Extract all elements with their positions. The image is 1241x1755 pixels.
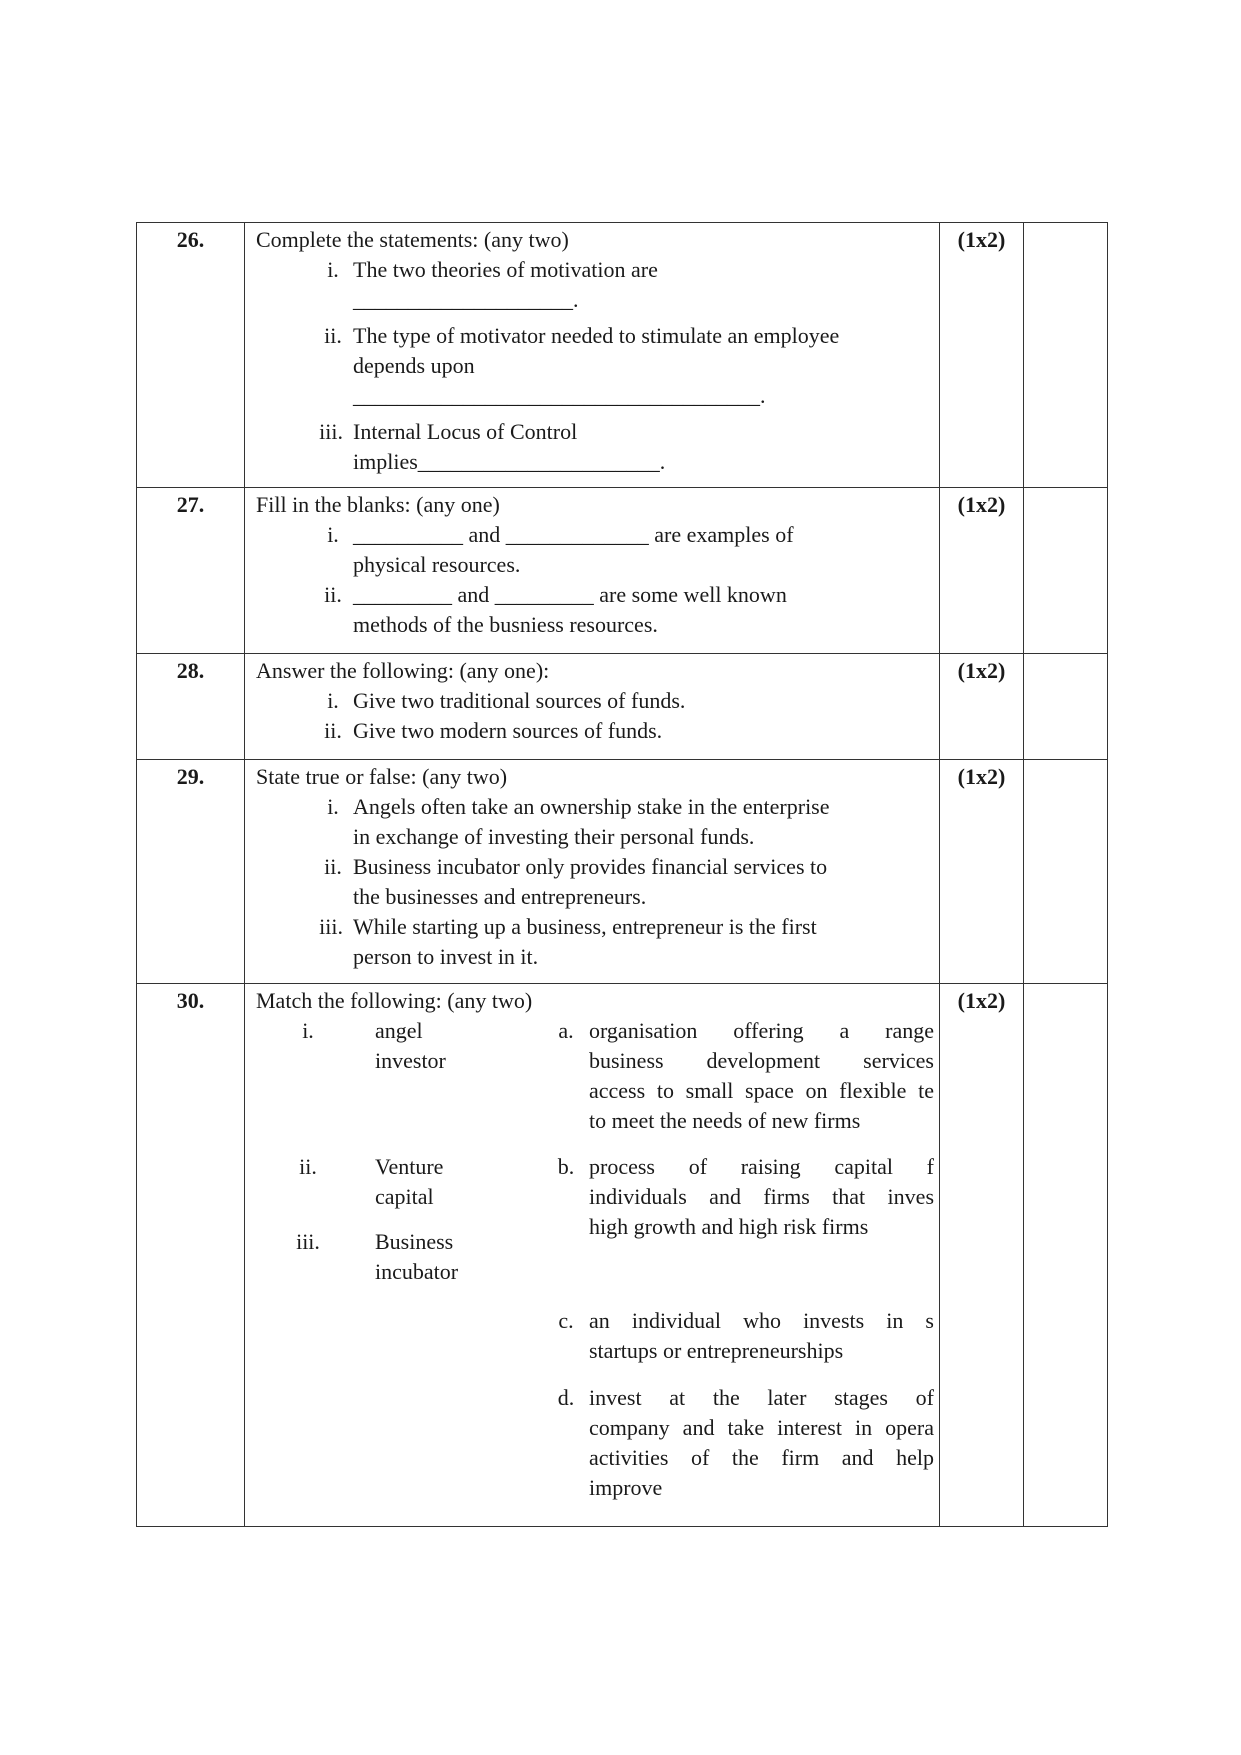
- item-text: implies______________________.: [353, 449, 666, 474]
- item-text: the businesses and entrepreneurs.: [353, 884, 647, 909]
- item-text: The two theories of motivation are: [353, 257, 658, 282]
- item-letter: b.: [557, 1154, 575, 1179]
- match-term: [375, 1016, 495, 1076]
- item-numeral: iii.: [319, 914, 343, 939]
- item-numeral: ii.: [324, 718, 342, 743]
- question-row-26: [137, 223, 1108, 488]
- match-description-line: startups or entrepreneurships: [589, 1338, 844, 1363]
- match-description: [589, 1383, 934, 1503]
- blank-column: [1024, 760, 1108, 984]
- match-term-line: angel: [375, 1018, 423, 1043]
- item-text: __________ and _____________ are examples of: [353, 522, 794, 547]
- match-term-line: incubator: [375, 1259, 459, 1284]
- item-numeral: i.: [327, 688, 339, 713]
- match-description-line: invest at the later stages of: [589, 1385, 934, 1410]
- match-description-line: company and take interest in opera: [589, 1415, 934, 1440]
- match-term: [375, 1152, 495, 1212]
- question-title: Fill in the blanks: (any one): [256, 492, 500, 517]
- item-text: Angels often take an ownership stake in the enterprise: [353, 794, 830, 819]
- match-description-line: an individual who invests in s: [589, 1308, 934, 1333]
- match-description: [589, 1306, 934, 1366]
- question-number: 30.: [137, 984, 245, 1527]
- question-title: Answer the following: (any one):: [256, 658, 550, 683]
- item-numeral: ii.: [324, 854, 342, 879]
- marks-label: (1x2): [940, 223, 1024, 488]
- list-item: [256, 792, 933, 852]
- match-description-line: activities of the firm and help: [589, 1445, 934, 1470]
- match-description-line: access to small space on flexible te: [589, 1078, 934, 1103]
- question-row-27: [137, 488, 1108, 654]
- match-term-line: Venture: [375, 1154, 444, 1179]
- list-item: [256, 321, 933, 411]
- item-numeral: ii.: [299, 1154, 317, 1179]
- item-text: physical resources.: [353, 552, 521, 577]
- item-text: Business incubator only provides financial services to: [353, 854, 828, 879]
- list-item: [256, 852, 933, 912]
- list-item: [256, 255, 933, 315]
- question-number: 28.: [137, 654, 245, 760]
- list-item: [256, 520, 933, 580]
- item-text: ____________________.: [353, 287, 579, 312]
- blank-column: [1024, 488, 1108, 654]
- blank-column: [1024, 654, 1108, 760]
- item-numeral: i.: [302, 1018, 314, 1043]
- item-text: methods of the busniess resources.: [353, 612, 658, 637]
- item-numeral: i.: [327, 522, 339, 547]
- question-row-29: [137, 760, 1108, 984]
- item-text: Give two traditional sources of funds.: [353, 688, 686, 713]
- match-term: [375, 1227, 495, 1287]
- match-term-line: Business: [375, 1229, 454, 1254]
- item-text: The type of motivator needed to stimulate an employee: [353, 323, 840, 348]
- match-term-line: capital: [375, 1184, 434, 1209]
- item-numeral: i.: [327, 257, 339, 282]
- question-title: Complete the statements: (any two): [256, 227, 569, 252]
- item-text: Internal Locus of Control: [353, 419, 578, 444]
- question-row-30: [137, 984, 1108, 1527]
- blank-column: [1024, 984, 1108, 1527]
- match-description-line: improve: [589, 1475, 663, 1500]
- list-item: [256, 912, 933, 972]
- item-numeral: ii.: [324, 582, 342, 607]
- match-description: [589, 1016, 934, 1136]
- item-numeral: ii.: [324, 323, 342, 348]
- item-text: While starting up a business, entrepreneur is the first: [353, 914, 817, 939]
- marks-label: (1x2): [940, 654, 1024, 760]
- match-grid: [256, 1016, 939, 1516]
- question-body: [245, 654, 940, 760]
- item-numeral: iii.: [319, 419, 343, 444]
- match-description-line: high growth and high risk firms: [589, 1214, 869, 1239]
- question-body: [245, 223, 940, 488]
- question-table: [136, 222, 1108, 1527]
- question-number: 29.: [137, 760, 245, 984]
- match-description-line: to meet the needs of new firms: [589, 1108, 861, 1133]
- list-item: [256, 417, 933, 477]
- match-term-line: investor: [375, 1048, 446, 1073]
- list-item: [256, 686, 933, 716]
- question-title: State true or false: (any two): [256, 764, 508, 789]
- item-letter: d.: [557, 1385, 575, 1410]
- item-text: _____________________________________.: [353, 383, 766, 408]
- item-numeral: iii.: [296, 1229, 320, 1254]
- question-number: 27.: [137, 488, 245, 654]
- match-description-line: process of raising capital f: [589, 1154, 934, 1179]
- question-body: [245, 488, 940, 654]
- question-body: [245, 760, 940, 984]
- item-numeral: i.: [327, 794, 339, 819]
- item-text: person to invest in it.: [353, 944, 539, 969]
- item-text: in exchange of investing their personal funds.: [353, 824, 755, 849]
- item-text: _________ and _________ are some well known: [353, 582, 787, 607]
- list-item: [256, 716, 933, 746]
- list-item: [256, 580, 933, 640]
- match-description: [589, 1152, 934, 1242]
- marks-label: (1x2): [940, 984, 1024, 1527]
- question-row-28: [137, 654, 1108, 760]
- item-text: depends upon: [353, 353, 475, 378]
- match-description-line: business development services: [589, 1048, 934, 1073]
- question-number: 26.: [137, 223, 245, 488]
- question-body: [245, 984, 940, 1527]
- match-description-line: organisation offering a range: [589, 1018, 934, 1043]
- item-letter: c.: [558, 1308, 574, 1333]
- marks-label: (1x2): [940, 760, 1024, 984]
- match-description-line: individuals and firms that inves: [589, 1184, 934, 1209]
- question-title: Match the following: (any two): [256, 988, 533, 1013]
- item-letter: a.: [558, 1018, 574, 1043]
- marks-label: (1x2): [940, 488, 1024, 654]
- item-text: Give two modern sources of funds.: [353, 718, 663, 743]
- blank-column: [1024, 223, 1108, 488]
